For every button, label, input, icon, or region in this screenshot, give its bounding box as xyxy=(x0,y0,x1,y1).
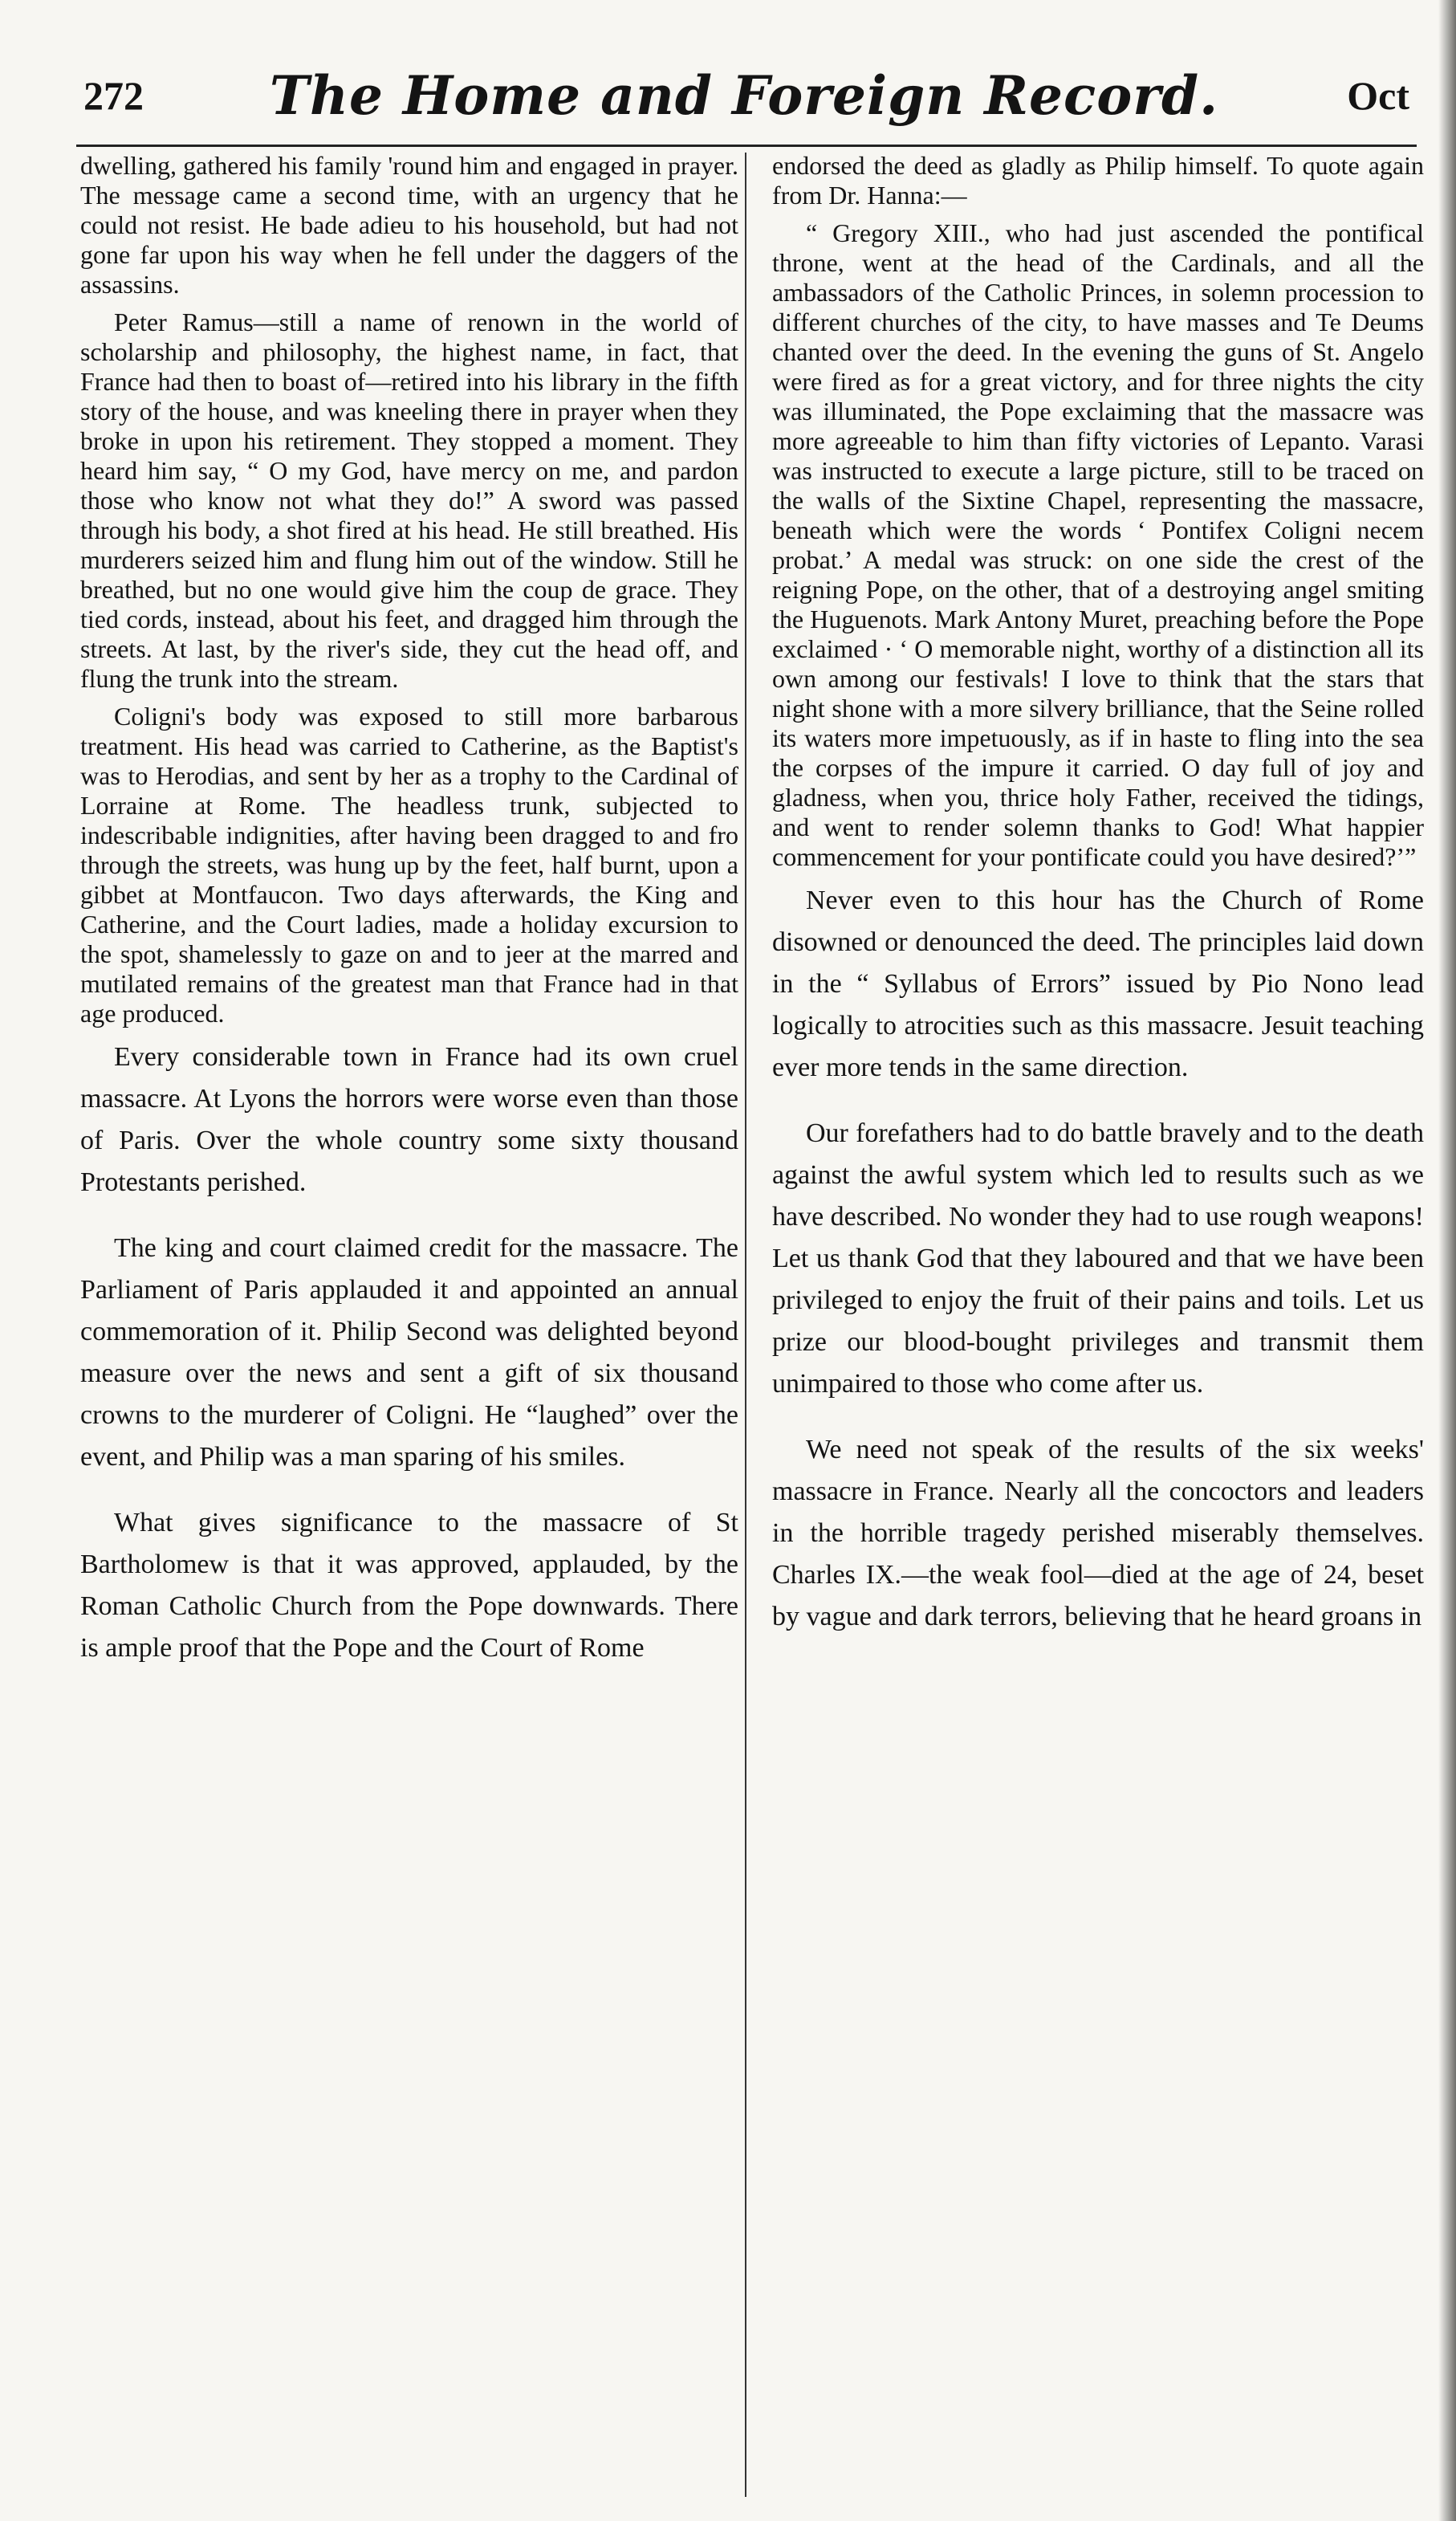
paragraph-left-3: Coligni's body was exposed to still more barbarous treatment. His head was carried to Catherine, as the Baptist's was to Herodias, and sent by her as a trophy to the Cardinal of Lorraine at Rome. The headless trunk, subjected to indescribable indignities, after having been dragged to and fro through the streets, was hung up by the feet, half burnt, upon a gibbet at Montfaucon. Two days afterwards, the King and Catherine, and the Court ladies, made a holiday excursion to the spot, shamelessly to gaze on and to jeer at the marred and mutilated remains of the greatest man that France had in that age produced. xyxy=(80,702,738,1028)
header-month: Oct xyxy=(1347,73,1409,118)
right-column xyxy=(772,151,1424,1662)
paragraph-left-5: The king and court claimed credit for the massacre. The Parliament of Paris applauded it and appointed an annual commemoration of it. Philip Second was delighted beyond measure over the news and sent a gift of six thousand crowns to the murderer of Coligni. He “laughed” over the event, and Philip was a man sparing of his smiles. xyxy=(80,1233,738,1472)
column-divider xyxy=(745,153,746,2497)
page-header xyxy=(74,42,1414,130)
paragraph-left-2: Peter Ramus—still a name of renown in the world of scholarship and philosophy, the highest name, in fact, that France had then to boast of—retired into his library in the fifth story of the house, and was kneeling there in prayer when they broke in upon his retirement. They stopped a moment. They heard him say, “ O my God, have mercy on me, and pardon those who know not what they do!” A sword was passed through his body, a shot fired at his head. He still breathed. His murderers seized him and flung him out of the window. Still he breathed, but no one would give him the coup de grace. They tied cords, instead, about his feet, and dragged him through the streets. At last, by the river's side, they cut the head off, and flung the trunk into the stream. xyxy=(80,307,738,693)
left-column xyxy=(80,151,738,1693)
journal-title: The Home and Foreign Record. xyxy=(269,64,1219,127)
page-edge-shadow xyxy=(1438,0,1456,2521)
header-rule xyxy=(76,145,1417,147)
paragraph-left-6: What gives significance to the massacre of St Bartholomew is that it was approved, applauded, by the Roman Catholic Church from the Pope downwards. There is ample proof that the Pope and the Court of Rome xyxy=(80,1508,738,1663)
page-number: 272 xyxy=(83,73,144,118)
paragraph-right-1: endorsed the deed as gladly as Philip himself. To quote again from Dr. Hanna:— xyxy=(772,151,1424,210)
paragraph-right-4: Our forefathers had to do battle bravely and to the death against the awful system which led to results such as we have described. No wonder they had to use rough weapons! Let us thank God that they laboured and that we have been privileged to enjoy the fruit of their pains and toils. Let us prize our blood-bought privileges and transmit them unimpaired to those who come after us. xyxy=(772,1118,1424,1399)
paragraph-right-3: Never even to this hour has the Church of Rome disowned or denounced the deed. The principles laid down in the “ Syllabus of Errors” issued by Pio Nono lead logically to atrocities such as this massacre. Jesuit teaching ever more tends in the same direction. xyxy=(772,886,1424,1082)
paragraph-right-5: We need not speak of the results of the six weeks' massacre in France. Nearly all the concoctors and leaders in the horrible tragedy perished miserably themselves. Charles IX.—the weak fool—died at the age of 24, beset by vague and dark terrors, believing that he heard groans in xyxy=(772,1435,1424,1631)
paragraph-left-1: dwelling, gathered his family 'round him and engaged in prayer. The message came a second time, with an urgency that he could not resist. He bade adieu to his household, but had not gone far upon his way when he fell under the daggers of the assassins. xyxy=(80,151,738,299)
quotation-hanna: “ Gregory XIII., who had just ascended the pontifical throne, went at the head of the Cardinals, and all the ambassadors of the Catholic Princes, in solemn procession to different churches of the city, to have masses and Te Deums chanted over the deed. In the evening the guns of St. Angelo were fired as for a great victory, and for three nights the city was illuminated, the Pope exclaiming that the massacre was more agreeable to him than fifty victories of Lepanto. Varasi was instructed to execute a large picture, still to be traced on the walls of the Sixtine Chapel, representing the massacre, beneath which were the words ‘ Pontifex Coligni necem probat.’ A medal was struck: on one side the crest of the reigning Pope, on the other, that of a destroying angel smiting the Huguenots. Mark Antony Muret, preaching before the Pope exclaimed · ‘ O memorable night, worthy of a distinction all its own among our festivals! I love to think that the stars that night shone with a more silvery brilliance, that the Seine rolled its waters more impetuously, as if in haste to fling into the sea the corpses of the impure it carried. O day full of joy and gladness, when you, thrice holy Father, received the tidings, and went to render solemn thanks to God! What happier commencement for your pontificate could you have desired?’” xyxy=(772,218,1424,871)
paragraph-left-4: Every considerable town in France had its own cruel massacre. At Lyons the horrors were worse even than those of Paris. Over the whole country some sixty thousand Protestants perished. xyxy=(80,1042,738,1197)
